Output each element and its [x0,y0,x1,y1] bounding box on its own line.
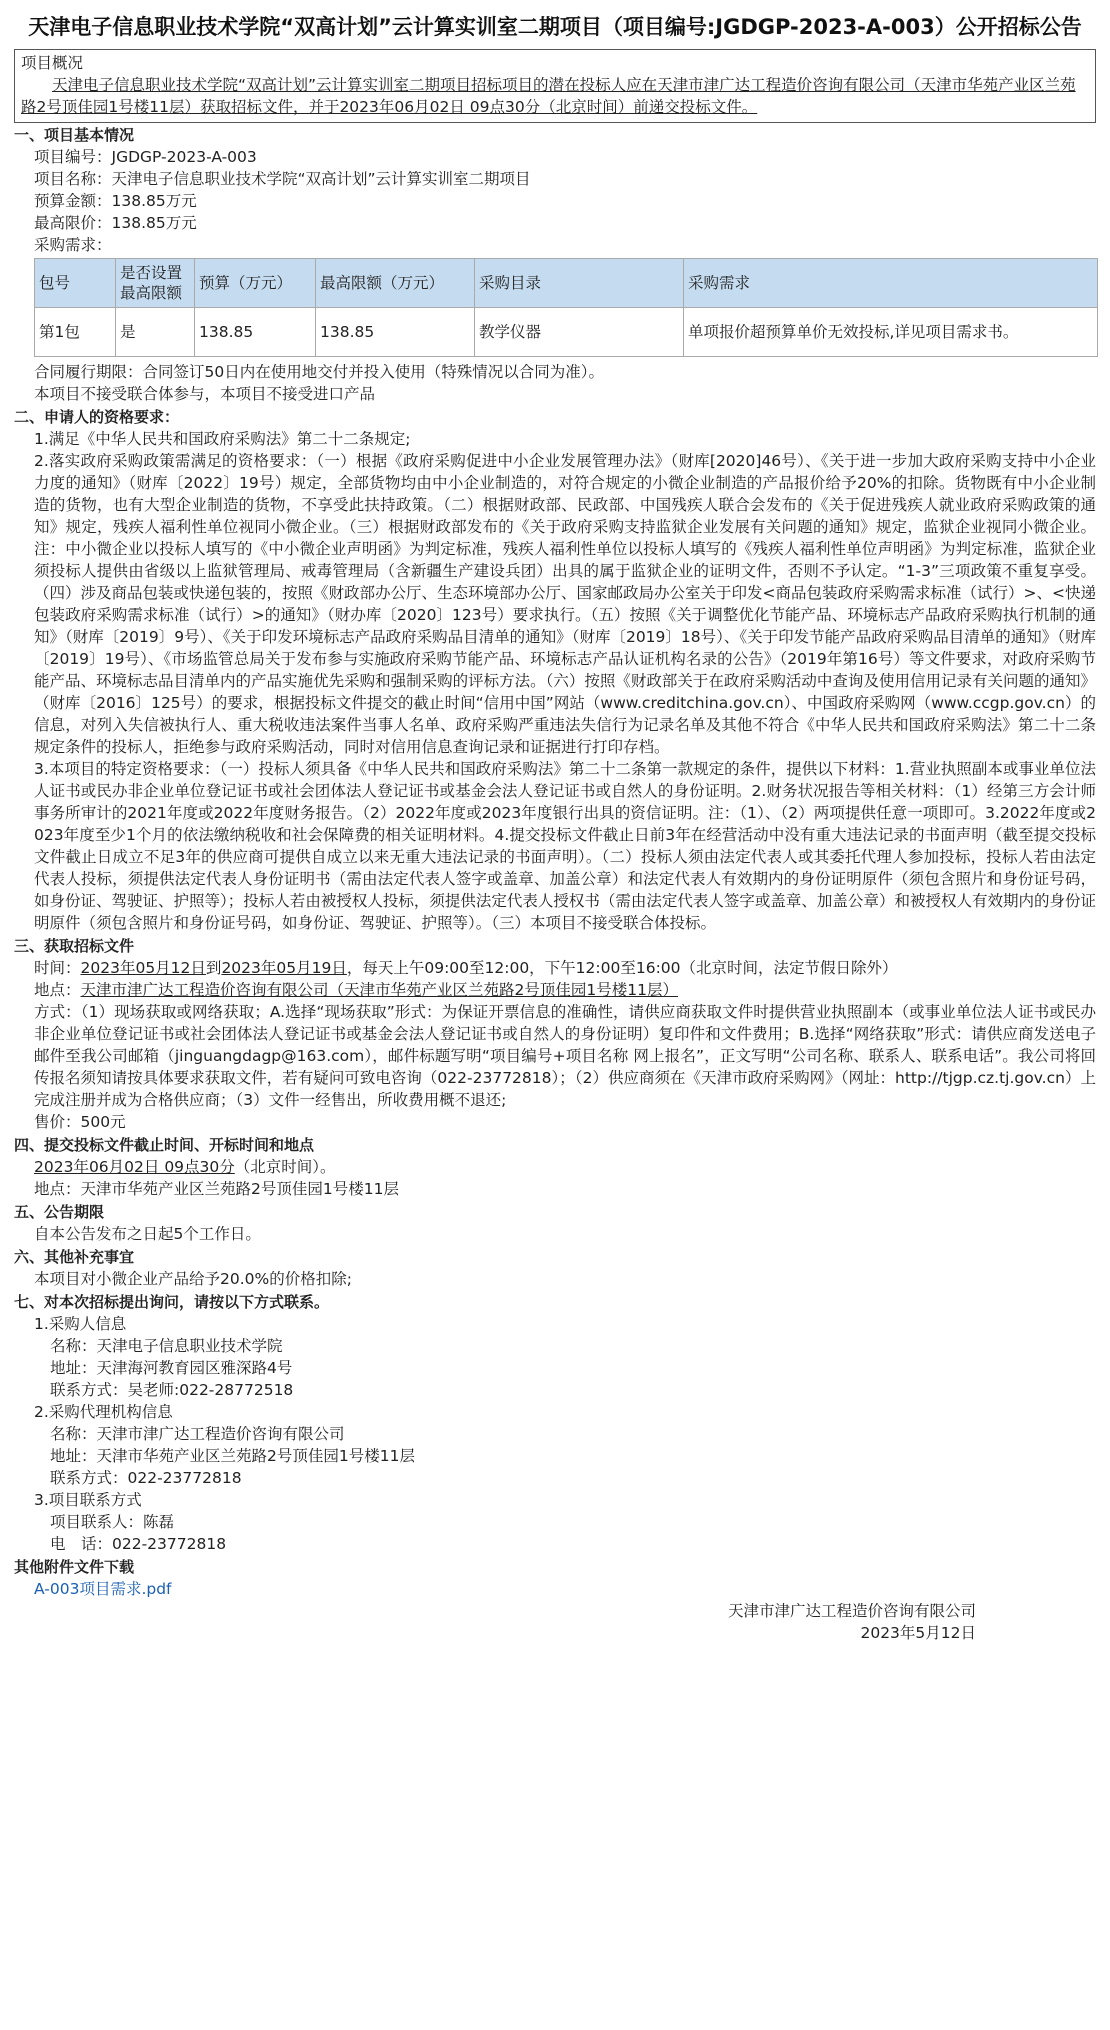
qualification-3: 3.本项目的特定资格要求：（一）投标人须具备《中华人民共和国政府采购法》第二十二条第一款规定的条件，提供以下材料：1.营业执照副本或事业单位法人证书或民办非企业单位登记证书或社会团体法人登记证书或基金会法人登记证书或自然人的身份证明。2.财务状况报告等相关材料：（1）经第三方会计师事务所审计的2021年度或2022年度财务报告。（2）2022年度或2023年度银行出具的资信证明。注：（1）、（2）两项提供任意一项即可。3.2022年度或2023年度至少1个月的依法缴纳税收和社会保障费的相关证明材料。4.提交投标文件截止日前3年在经营活动中没有重大违法记录的书面声明（截至提交投标文件截止日成立不足3年的供应商可提供自成立以来无重大违法记录的书面声明）。（二）投标人须由法定代表人或其委托代理人参加投标，投标人若由法定代表人投标，须提供法定代表人身份证明书（需由法定代表人签字或盖章、加盖公章）和法定代表人有效期内的身份证明原件（须包含照片和身份证号码，如身份证、驾驶证、护照等）；投标人若由被授权人投标，须提供法定代表人授权书（需由法定代表人签字或盖章、加盖公章）和被授权人有效期内的身份证明原件（须包含照片和身份证号码，如身份证、驾驶证、护照等）。（三）本项目不接受联合体投标。 [34,760,1096,932]
table-header-row [35,259,1098,308]
project-contact-person: 项目联系人：陈磊 [50,1513,175,1531]
overview-box [14,49,1096,123]
project-number: 项目编号：JGDGP-2023-A-003 [34,148,257,166]
project-contact-phone: 电 话：022-23772818 [50,1535,227,1553]
attachments-heading: 其他附件文件下载 [14,1558,135,1576]
agent-contact: 联系方式：022-23772818 [50,1469,242,1487]
agent-name: 名称：天津市津广达工程造价咨询有限公司 [50,1425,345,1443]
attachment-link[interactable]: A-003项目需求.pdf [34,1580,172,1598]
table-header: 最高限额（万元） [316,259,475,308]
buyer-address: 地址：天津海河教育园区雅深路4号 [50,1359,293,1377]
time-rest: ，每天上午09:00至12:00，下午12:00至16:00（北京时间，法定节假日除外） [346,959,898,977]
table-cell: 138.85 [316,308,475,357]
buyer-contact: 联系方式：吴老师:022-28772518 [50,1381,294,1399]
section-6-heading: 六、其他补充事宜 [14,1248,135,1266]
table-cell: 138.85 [195,308,316,357]
table-cell: 教学仪器 [475,308,684,357]
time-start: 2023年05月12日 [80,959,206,977]
place-value: 天津市津广达工程造价咨询有限公司（天津市华苑产业区兰苑路2号顶佳园1号楼11层） [80,981,678,999]
time-end: 2023年05月19日 [221,959,347,977]
agent-address: 地址：天津市华苑产业区兰苑路2号顶佳园1号楼11层 [50,1447,415,1465]
signature-date: 2023年5月12日 [860,1624,976,1642]
section-1-heading: 一、项目基本情况 [14,126,135,144]
deadline [14,1156,1096,1178]
deadline-suffix: （北京时间）。 [234,1158,336,1176]
time-to: 到 [205,959,222,977]
page-title: 天津电子信息职业技术学院“双高计划”云计算实训室二期项目（项目编号:JGDGP-2023-A-003）公开招标公告 [28,15,1082,39]
budget-amount: 预算金额：138.85万元 [34,192,197,210]
max-price: 最高限价：138.85万元 [34,214,197,232]
section-3-heading: 三、获取招标文件 [14,937,135,955]
signature-company: 天津市津广达工程造价咨询有限公司 [727,1602,976,1620]
qualification-1: 1.满足《中华人民共和国政府采购法》第二十二条规定; [34,430,411,448]
project-contact-title: 3.项目联系方式 [34,1491,142,1509]
demand-label: 采购需求： [34,236,112,254]
section-5-heading: 五、公告期限 [14,1203,105,1221]
procurement-table [34,258,1098,357]
table-header: 采购需求 [684,259,1098,308]
agent-title: 2.采购代理机构信息 [34,1403,173,1421]
overview-label: 项目概况 [21,54,84,72]
obtain-time [14,957,1096,979]
buyer-title: 1.采购人信息 [34,1315,127,1333]
document-price: 售价：500元 [34,1113,126,1131]
place-label: 地点： [34,981,81,999]
qualification-2: 2.落实政府采购政策需满足的资格要求：（一）根据《政府采购促进中小企业发展管理办法》（财库[2020]46号）、《关于进一步加大政府采购支持中小企业力度的通知》（财库〔2022〕19号）规定，全部货物均由中小企业制造的，对符合规定的小微企业制造的产品报价给予20%的扣除。货物既有中小企业制造的货物，也有大型企业制造的货物，不享受此扶持政策。（二）根据财政部、民政部、中国残疾人联合会发布的《关于促进残疾人就业政府采购政策的通知》规定，残疾人福利性单位视同小微企业。（三）根据财政部发布的《关于政府采购支持监狱企业发展有关问题的通知》规定，监狱企业视同小微企业。注：中小微企业以投标人填写的《中小微企业声明函》为判定标准，残疾人福利性单位以投标人填写的《残疾人福利性单位声明函》为判定标准，监狱企业须投标人提供由省级以上监狱管理局、戒毒管理局（含新疆生产建设兵团）出具的属于监狱企业的证明文件，否则不予认定。“1-3”三项政策不重复享受。（四）涉及商品包装或快递包装的，按照《财政部办公厅、生态环境部办公厅、国家邮政局办公室关于印发<商品包装政府采购需求标准（试行）>、<快递包装政府采购需求标准（试行）>的通知》（财办库〔2020〕123号）要求执行。（五）按照《关于调整优化节能产品、环境标志产品政府采购执行机制的通知》（财库〔2019〕9号）、《关于印发环境标志产品政府采购品目清单的通知》（财库〔2019〕18号）、《关于印发节能产品政府采购品目清单的通知》（财库〔2019〕19号）、《市场监管总局关于发布参与实施政府采购节能产品、环境标志产品认证机构名录的公告》（2019年第16号）等文件要求，对政府采购节能产品、环境标志品目清单内的产品实施优先采购和强制采购的评标方法。（六）按照《财政部关于在政府采购活动中查询及使用信用记录有关问题的通知》（财库〔2016〕125号）的要求，根据投标文件提交的截止时间“信用中国”网站（www.creditchina.gov.cn）、中国政府采购网（www.ccgp.gov.cn）的信息，对列入失信被执行人、重大税收违法案件当事人名单、政府采购严重违法失信行为记录名单及其他不符合《中华人民共和国政府采购法》第二十二条规定条件的投标人，拒绝参与政府采购活动，同时对信用信息查询记录和证据进行打印存档。 [34,452,1096,756]
overview-text: 天津电子信息职业技术学院“双高计划”云计算实训室二期项目招标项目的潜在投标人应在天津市津广达工程造价咨询有限公司（天津市华苑产业区兰苑路2号顶佳园1号楼11层）获取招标文件，并于2023年06月02日 09点30分（北京时间）前递交投标文件。 [21,76,1076,116]
table-header: 包号 [35,259,116,308]
section-4-heading: 四、提交投标文件截止时间、开标时间和地点 [14,1136,315,1154]
obtain-method: 方式：（1）现场获取或网络获取；A.选择“现场获取”形式：为保证开票信息的准确性，请供应商获取文件时提供营业执照副本（或事业单位法人证书或民办非企业单位登记证书或社会团体法人登记证书或基金会法人登记证书或自然人的身份证明）复印件和文件费用；B.选择“网络获取”形式：请供应商发送电子邮件至我公司邮箱（jinguangdagp@163.com），邮件标题写明“项目编号+项目名称 网上报名”，正文写明“公司名称、联系人、联系电话”。我公司将回传报名须知请按具体要求获取文件，若有疑问可致电咨询（022-23772818）；（2）供应商须在《天津市政府采购网》（网址：http://tjgp.cz.tj.gov.cn）上完成注册并成为合格供应商；（3）文件一经售出，所收费用概不退还; [34,1003,1096,1109]
obtain-place [14,979,1096,1001]
buyer-name: 名称：天津电子信息职业技术学院 [50,1337,283,1355]
table-cell: 是 [116,308,195,357]
project-name: 项目名称：天津电子信息职业技术学院“双高计划”云计算实训室二期项目 [34,170,531,188]
contract-period: 合同履行期限：合同签订50日内在使用地交付并投入使用（特殊情况以合同为准）。 [34,363,604,381]
time-label: 时间： [34,959,81,977]
table-header: 是否设置最高限额 [116,259,195,308]
table-cell: 第1包 [35,308,116,357]
deadline-value: 2023年06月02日 09点30分 [34,1158,235,1176]
supplementary-note: 本项目对小微企业产品给予20.0%的价格扣除; [34,1270,352,1288]
table-header: 预算（万元） [195,259,316,308]
attachment-row [14,1578,1096,1600]
section-2-heading: 二、申请人的资格要求： [14,408,180,426]
notice-period: 自本公告发布之日起5个工作日。 [34,1225,261,1243]
opening-place: 地点：天津市华苑产业区兰苑路2号顶佳园1号楼11层 [34,1180,399,1198]
table-header: 采购目录 [475,259,684,308]
consortium-note: 本项目不接受联合体参与，本项目不接受进口产品 [34,385,376,403]
section-7-heading: 七、对本次招标提出询问，请按以下方式联系。 [14,1293,330,1311]
table-cell: 单项报价超预算单价无效投标,详见项目需求书。 [684,308,1098,357]
table-row [35,308,1098,357]
